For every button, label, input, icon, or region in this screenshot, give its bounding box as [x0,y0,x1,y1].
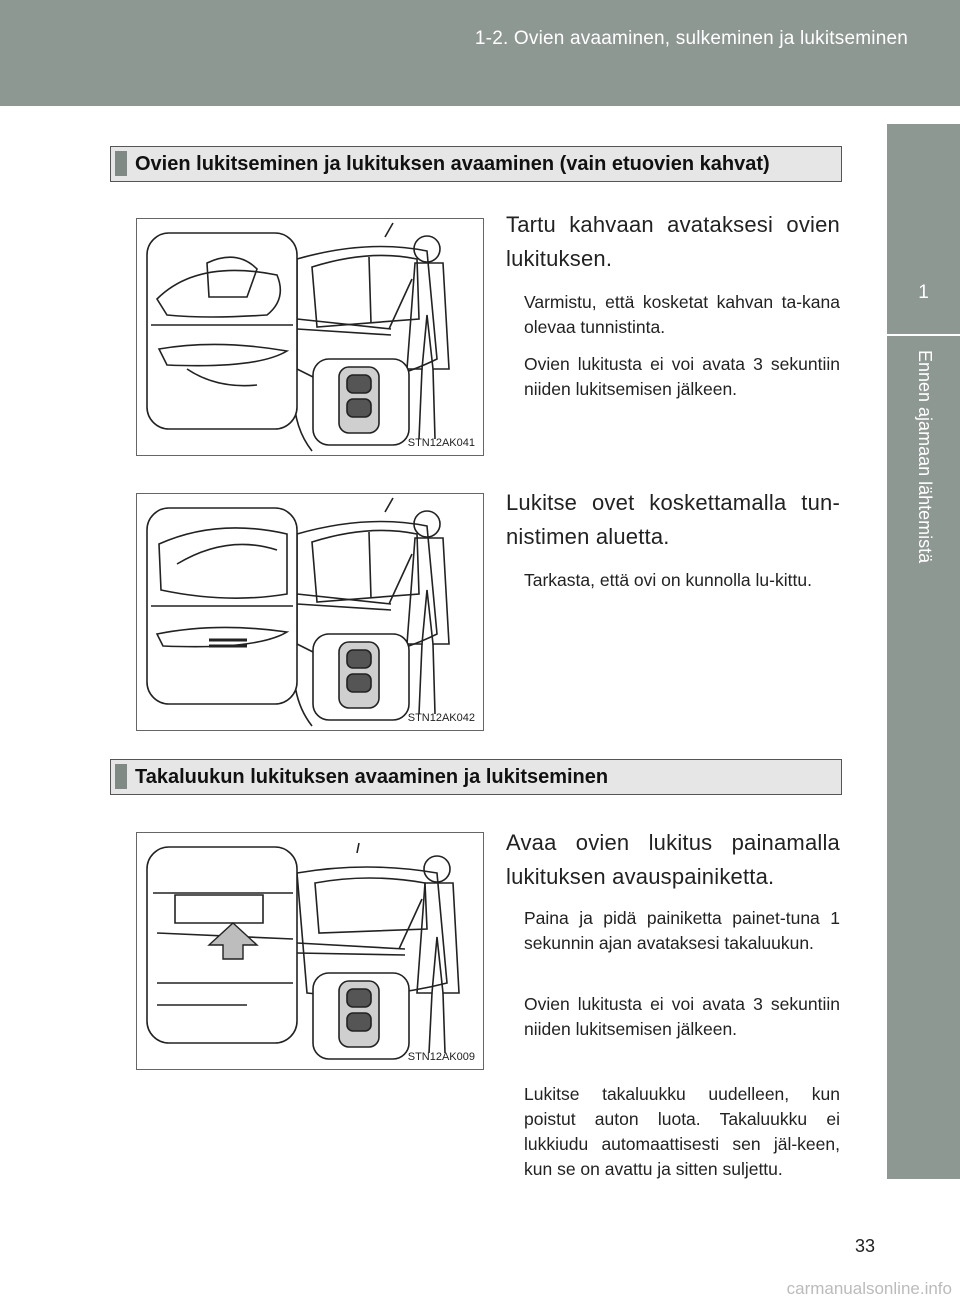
illustration-door-handle-unlock [137,219,484,456]
step-lead-text: Tartu kahvaan avataksesi ovien lukituksen. [506,212,840,271]
figure-code: STN12AK009 [407,1051,475,1063]
step-lead-text: Avaa ovien lukitus painamalla lukituksen avauspainiketta. [506,830,840,889]
section-marker [115,151,127,176]
section-heading-front-doors [110,146,842,182]
illustration-tailgate-unlock [137,833,484,1070]
step-note: Ovien lukitusta ei voi avata 3 sekuntiin niiden lukitsemisen jälkeen. [524,994,840,1039]
step-note: Varmistu, että kosketat kahvan ta-kana olevaa tunnistinta. [524,292,840,337]
step-note: Lukitse takaluukku uudelleen, kun poistut auton luota. Takaluukku ei lukkiudu automaattisesti sen jäl-keen, kun se on avattu ja sitten suljettu. [524,1084,840,1179]
section-heading-tailgate [110,759,842,795]
step-note: Ovien lukitusta ei voi avata 3 sekuntiin niiden lukitsemisen jälkeen. [524,354,840,399]
tab-divider [887,334,960,336]
step-lead-text: Lukitse ovet koskettamalla tun-nistimen aluetta. [506,490,840,549]
step-note: Tarkasta, että ovi on kunnolla lu-kittu. [524,570,812,590]
figure-tailgate-button [136,832,484,1070]
section-marker [115,764,127,789]
header-band [0,0,960,106]
chapter-title: 1-2. Ovien avaaminen, sulkeminen ja lukitseminen [474,28,908,49]
chapter-label-wrap [887,350,960,750]
chapter-number: 1 [918,282,929,303]
illustration-door-handle-lock [137,494,484,731]
figure-code: STN12AK041 [407,437,475,449]
watermark: carmanualsonline.info [786,1279,952,1298]
section-title: Takaluukun lukituksen avaaminen ja lukitseminen [135,766,609,788]
page-number: 33 [855,1236,876,1256]
side-chapter-tab [887,124,960,1179]
chapter-label: Ennen ajamaan lähtemistä [914,350,935,564]
figure-grab-handle [136,218,484,456]
figure-code: STN12AK042 [407,712,475,724]
figure-touch-sensor [136,493,484,731]
section-title: Ovien lukitseminen ja lukituksen avaaminen (vain etuovien kahvat) [135,153,770,175]
step-note: Paina ja pidä painiketta painet-tuna 1 sekunnin ajan avataksesi takaluukun. [524,908,840,953]
